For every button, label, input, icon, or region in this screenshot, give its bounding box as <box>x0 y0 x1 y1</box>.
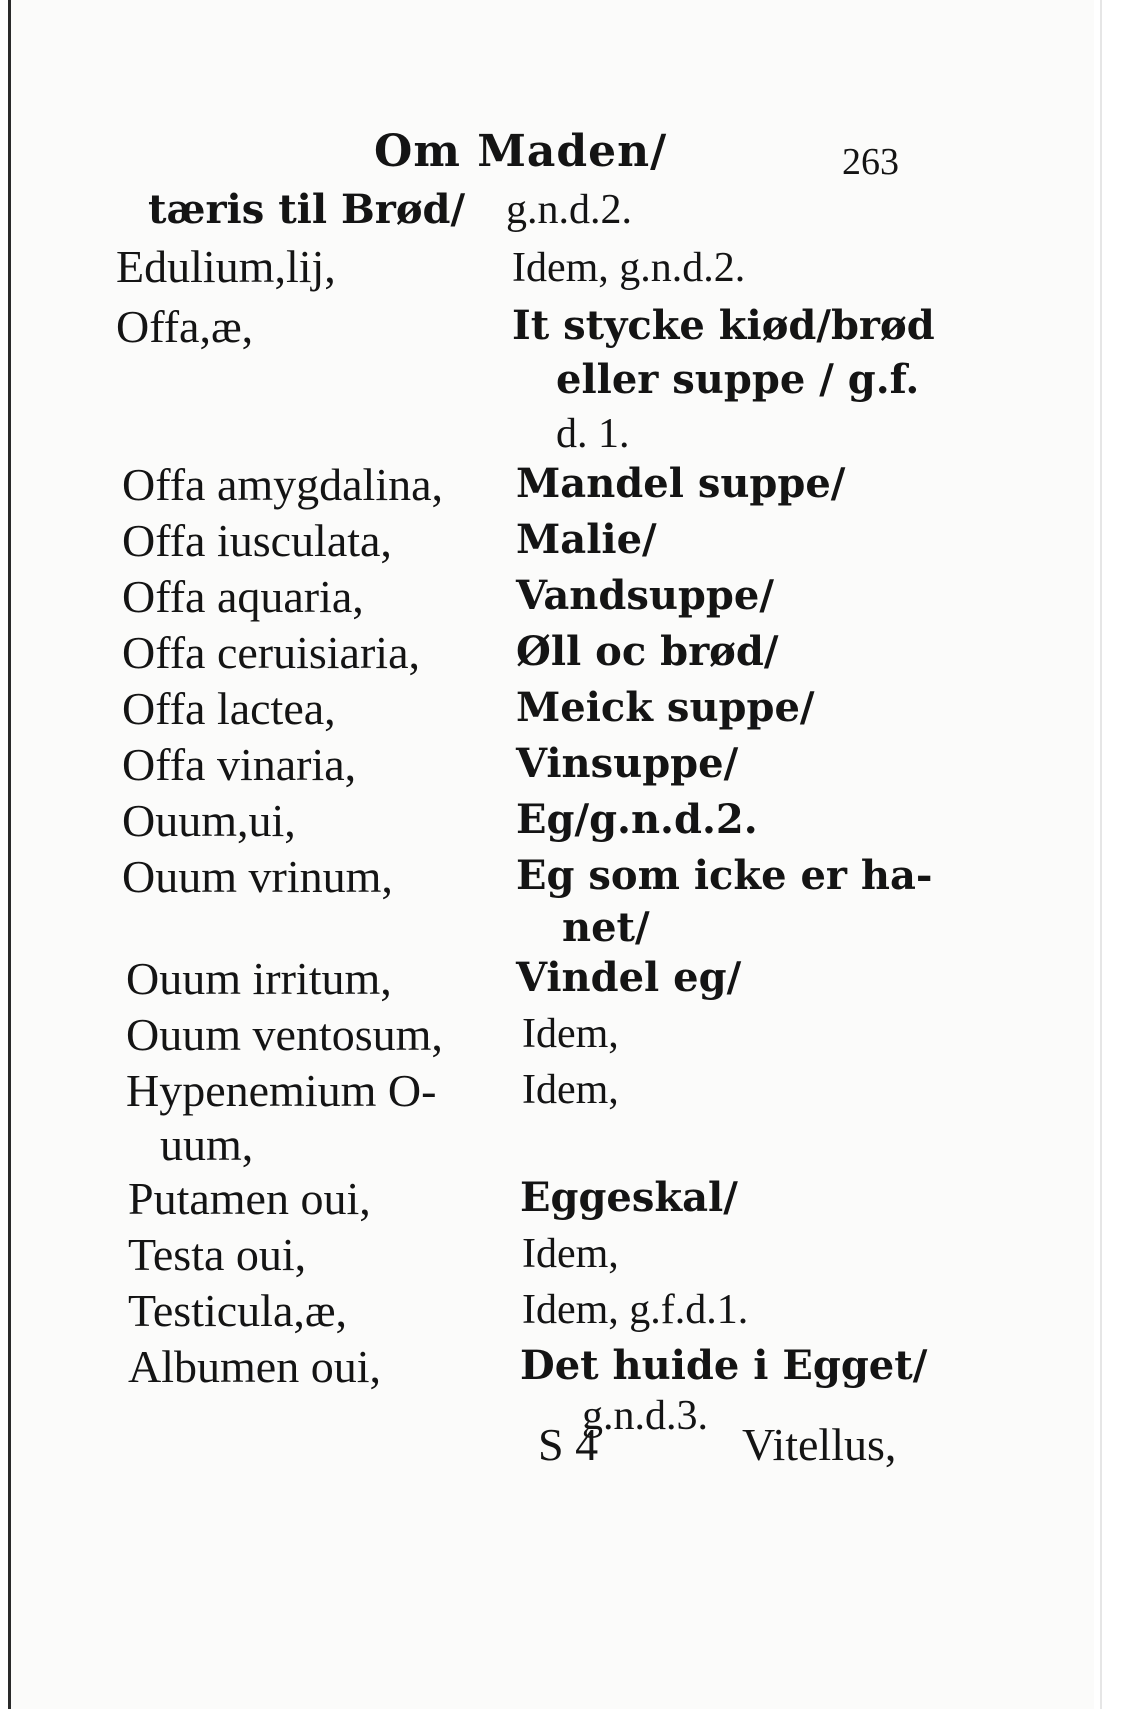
entry-latin: Offa lactea, <box>122 683 336 734</box>
entry-danish: Vinsuppe/ <box>516 740 739 787</box>
entry-latin: Hypenemium O- <box>126 1065 437 1116</box>
catchword: Vitellus, <box>742 1419 897 1470</box>
entry-danish: Eg/g.n.d.2. <box>516 796 758 843</box>
signature-mark: S 4 <box>538 1419 599 1470</box>
entry-danish-cont: g.n.d.3. <box>582 1393 708 1439</box>
entry-latin: Testicula,æ, <box>128 1285 348 1336</box>
running-header: Om Maden/ <box>374 126 668 177</box>
entry-latin: Offa aquaria, <box>122 571 364 622</box>
continuation-grammar: g.n.d.2. <box>506 187 632 233</box>
entry-danish: Malie/ <box>516 516 657 563</box>
entry-latin: Offa amygdalina, <box>122 459 444 510</box>
entry-latin: Offa ceruisiaria, <box>122 627 420 678</box>
entry-danish: Idem, g.f.d.1. <box>522 1287 749 1333</box>
entry-latin: Ouum ventosum, <box>126 1009 443 1060</box>
entry-danish-cont: net/ <box>562 904 650 951</box>
entry-latin: Ouum,ui, <box>122 795 296 846</box>
entry-danish-cont: eller suppe / g.f. <box>556 356 920 403</box>
entry-latin-cont: uum, <box>160 1119 254 1170</box>
entry-danish: Idem, <box>522 1067 619 1113</box>
entry-danish: Eggeskal/ <box>520 1174 738 1221</box>
scan-left-edge <box>8 0 11 1709</box>
entry-latin: Offa,æ, <box>116 301 254 352</box>
entry-danish: Mandel suppe/ <box>516 460 846 507</box>
entry-danish-cont: d. 1. <box>556 411 630 457</box>
entry-danish: Øll oc brød/ <box>516 628 779 675</box>
entry-latin: Ouum irritum, <box>126 953 392 1004</box>
entry-latin: Albumen oui, <box>128 1341 381 1392</box>
entry-danish: Vindel eg/ <box>516 954 742 1001</box>
entry-danish: Det huide i Egget/ <box>520 1342 928 1389</box>
continuation-danish: tæris til Brød/ <box>148 186 466 233</box>
entry-danish: Idem, <box>522 1011 619 1057</box>
entry-latin: Offa vinaria, <box>122 739 357 790</box>
entry-latin: Putamen oui, <box>128 1173 371 1224</box>
entry-latin: Testa oui, <box>128 1229 307 1280</box>
entry-latin: Offa iusculata, <box>122 515 392 566</box>
entry-danish: Vandsuppe/ <box>516 572 774 619</box>
entry-latin: Edulium,lij, <box>116 241 336 292</box>
entry-danish: Meick suppe/ <box>516 684 815 731</box>
entry-danish: Idem, <box>522 1231 619 1277</box>
entry-danish: Eg som icke er ha- <box>516 852 933 899</box>
page-number: 263 <box>842 141 899 183</box>
entry-danish: Idem, g.n.d.2. <box>512 245 746 291</box>
entry-latin: Ouum vrinum, <box>122 851 393 902</box>
entry-danish: It stycke kiød/brød <box>512 302 935 349</box>
scan-right-edge <box>1100 0 1102 1709</box>
